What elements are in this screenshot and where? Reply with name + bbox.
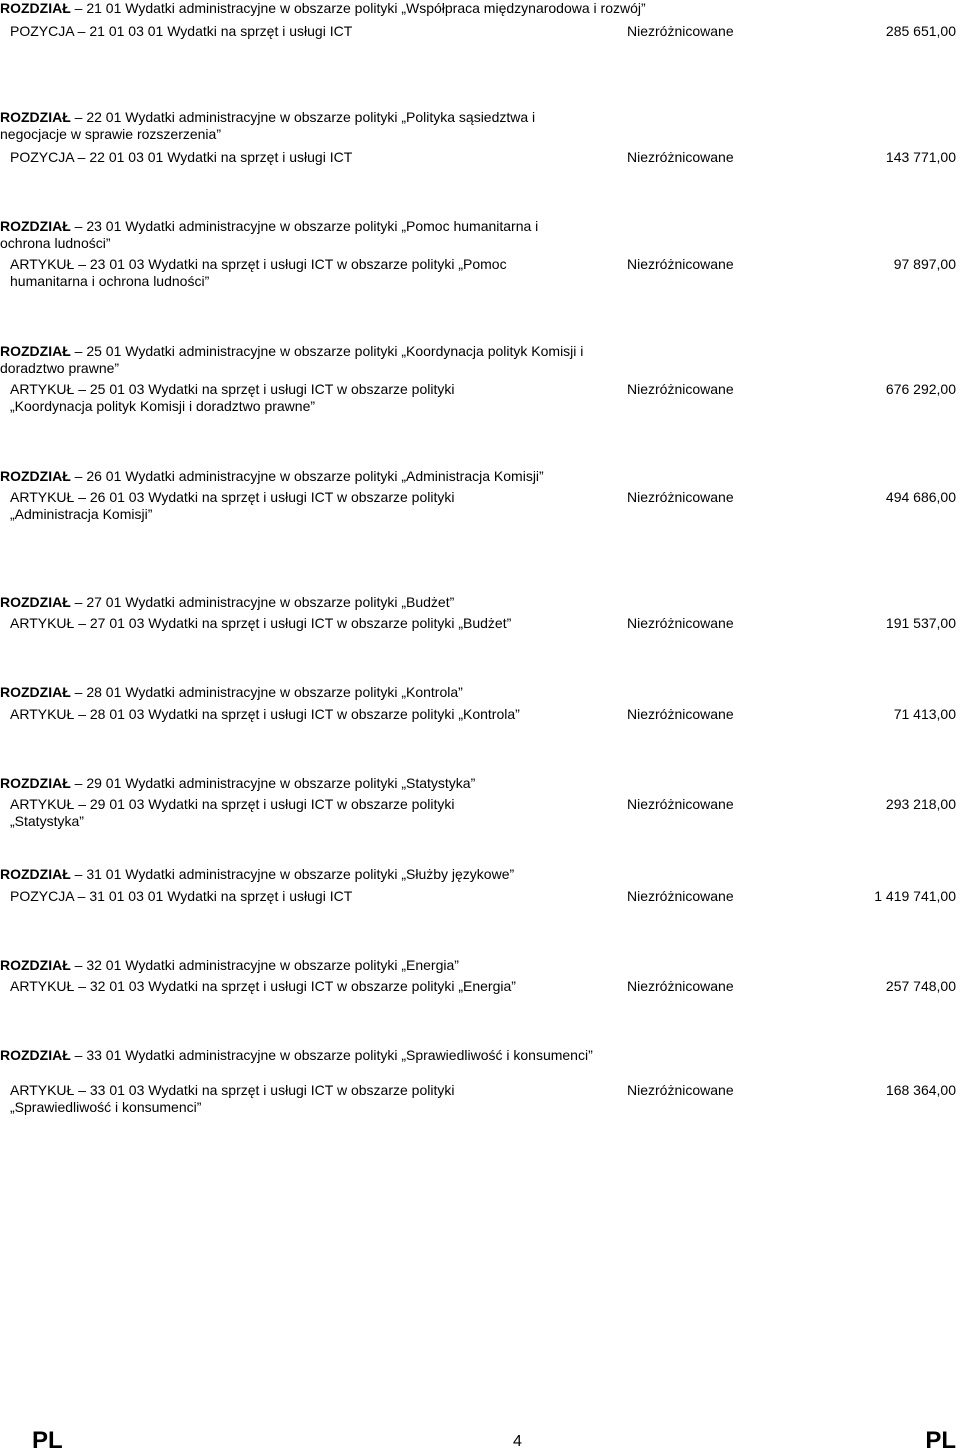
section-32-01 bbox=[0, 957, 960, 1018]
footer-language-left: PL bbox=[32, 1427, 63, 1454]
entry-description: ARTYKUŁ – 26 01 03 Wydatki na sprzęt i usługi ICT w obszarze polityki „Administracja Komisji” bbox=[10, 489, 455, 522]
entry-amount: 293 218,00 bbox=[885, 796, 956, 812]
chapter-label: ROZDZIAŁ bbox=[0, 343, 71, 359]
entry-description: ARTYKUŁ – 23 01 03 Wydatki na sprzęt i usługi ICT w obszarze polityki „Pomoc humanitarna i ochrona ludności” bbox=[10, 256, 507, 289]
chapter-title: – 29 01 Wydatki administracyjne w obszarze polityki „Statystyka” bbox=[70, 775, 476, 791]
budget-entry bbox=[0, 256, 960, 296]
chapter-header bbox=[0, 109, 590, 143]
entry-type: Niezróżnicowane bbox=[627, 888, 734, 904]
budget-entry bbox=[0, 888, 960, 928]
chapter-header bbox=[0, 218, 590, 252]
section-21-01 bbox=[0, 0, 960, 63]
page-number: 4 bbox=[513, 1433, 522, 1450]
section-29-01 bbox=[0, 775, 960, 836]
section-25-01 bbox=[0, 343, 960, 421]
entry-amount: 494 686,00 bbox=[885, 489, 956, 505]
chapter-title: – 25 01 Wydatki administracyjne w obszarze polityki „Koordynacja polityk Komisji i doradztwo prawne” bbox=[0, 343, 584, 376]
chapter-title: – 21 01 Wydatki administracyjne w obszarze polityki „Współpraca międzynarodowa i rozwój” bbox=[70, 0, 646, 16]
footer-language-right: PL bbox=[925, 1427, 956, 1454]
entry-description: ARTYKUŁ – 29 01 03 Wydatki na sprzęt i usługi ICT w obszarze polityki „Statystyka” bbox=[10, 796, 455, 829]
chapter-label: ROZDZIAŁ bbox=[0, 866, 71, 882]
chapter-header bbox=[0, 0, 650, 17]
budget-entry bbox=[0, 381, 960, 421]
section-26-01 bbox=[0, 468, 960, 529]
chapter-label: ROZDZIAŁ bbox=[0, 594, 71, 610]
entry-description: POZYCJA – 31 01 03 01 Wydatki na sprzęt i usługi ICT bbox=[10, 888, 353, 904]
chapter-label: ROZDZIAŁ bbox=[0, 218, 71, 234]
entry-description: ARTYKUŁ – 33 01 03 Wydatki na sprzęt i usługi ICT w obszarze polityki „Sprawiedliwość i konsumenci” bbox=[10, 1082, 455, 1115]
chapter-title: – 28 01 Wydatki administracyjne w obszarze polityki „Kontrola” bbox=[70, 684, 463, 700]
budget-entry bbox=[0, 706, 960, 746]
chapter-label: ROZDZIAŁ bbox=[0, 468, 71, 484]
chapter-header bbox=[0, 957, 650, 974]
entry-description: ARTYKUŁ – 28 01 03 Wydatki na sprzęt i usługi ICT w obszarze polityki „Kontrola” bbox=[10, 706, 520, 722]
budget-entry bbox=[0, 23, 960, 63]
budget-entry bbox=[0, 489, 960, 529]
budget-entry bbox=[0, 978, 960, 1018]
chapter-label: ROZDZIAŁ bbox=[0, 109, 71, 125]
chapter-header bbox=[0, 594, 650, 611]
chapter-label: ROZDZIAŁ bbox=[0, 775, 71, 791]
chapter-header bbox=[0, 866, 650, 883]
section-33-01 bbox=[0, 1047, 960, 1122]
entry-description: POZYCJA – 22 01 03 01 Wydatki na sprzęt i usługi ICT bbox=[10, 149, 353, 165]
entry-description: ARTYKUŁ – 27 01 03 Wydatki na sprzęt i usługi ICT w obszarze polityki „Budżet” bbox=[10, 615, 512, 631]
chapter-title: – 31 01 Wydatki administracyjne w obszarze polityki „Służby językowe” bbox=[70, 866, 515, 882]
entry-type: Niezróżnicowane bbox=[627, 23, 734, 39]
entry-amount: 143 771,00 bbox=[885, 149, 956, 165]
entry-amount: 71 413,00 bbox=[893, 706, 956, 722]
chapter-label: ROZDZIAŁ bbox=[0, 957, 71, 973]
entry-type: Niezróżnicowane bbox=[627, 149, 734, 165]
entry-amount: 257 748,00 bbox=[885, 978, 956, 994]
section-27-01 bbox=[0, 594, 960, 655]
chapter-label: ROZDZIAŁ bbox=[0, 684, 71, 700]
entry-type: Niezróżnicowane bbox=[627, 978, 734, 994]
entry-type: Niezróżnicowane bbox=[627, 256, 734, 272]
entry-type: Niezróżnicowane bbox=[627, 796, 734, 812]
budget-entry bbox=[0, 149, 960, 189]
entry-amount: 1 419 741,00 bbox=[874, 888, 956, 904]
budget-entry bbox=[0, 796, 960, 836]
section-28-01 bbox=[0, 684, 960, 746]
entry-description: ARTYKUŁ – 32 01 03 Wydatki na sprzęt i usługi ICT w obszarze polityki „Energia” bbox=[10, 978, 516, 994]
entry-amount: 285 651,00 bbox=[885, 23, 956, 39]
entry-type: Niezróżnicowane bbox=[627, 1082, 734, 1098]
chapter-title: – 33 01 Wydatki administracyjne w obszarze polityki „Sprawiedliwość i konsumenci” bbox=[70, 1047, 593, 1063]
section-23-01 bbox=[0, 218, 960, 296]
section-31-01 bbox=[0, 866, 960, 928]
budget-entry bbox=[0, 1082, 960, 1122]
chapter-label: ROZDZIAŁ bbox=[0, 0, 71, 16]
entry-type: Niezróżnicowane bbox=[627, 381, 734, 397]
entry-amount: 97 897,00 bbox=[893, 256, 956, 272]
entry-description: ARTYKUŁ – 25 01 03 Wydatki na sprzęt i usługi ICT w obszarze polityki „Koordynacja polityk Komisji i doradztwo prawne” bbox=[10, 381, 455, 414]
budget-entry bbox=[0, 615, 960, 655]
entry-type: Niezróżnicowane bbox=[627, 489, 734, 505]
section-22-01 bbox=[0, 109, 960, 189]
entry-description: POZYCJA – 21 01 03 01 Wydatki na sprzęt i usługi ICT bbox=[10, 23, 353, 39]
chapter-header bbox=[0, 468, 545, 485]
chapter-title: – 23 01 Wydatki administracyjne w obszarze polityki „Pomoc humanitarna i ochrona ludności” bbox=[0, 218, 539, 251]
entry-amount: 191 537,00 bbox=[885, 615, 956, 631]
chapter-label: ROZDZIAŁ bbox=[0, 1047, 71, 1063]
entry-amount: 676 292,00 bbox=[885, 381, 956, 397]
chapter-title: – 22 01 Wydatki administracyjne w obszarze polityki „Polityka sąsiedztwa i negocjacje w sprawie rozszerzenia” bbox=[0, 109, 536, 142]
entry-type: Niezróżnicowane bbox=[627, 706, 734, 722]
chapter-header bbox=[0, 1047, 700, 1064]
chapter-header bbox=[0, 343, 640, 377]
entry-amount: 168 364,00 bbox=[885, 1082, 956, 1098]
chapter-title: – 32 01 Wydatki administracyjne w obszarze polityki „Energia” bbox=[70, 957, 459, 973]
chapter-header bbox=[0, 684, 650, 701]
entry-type: Niezróżnicowane bbox=[627, 615, 734, 631]
chapter-title: – 27 01 Wydatki administracyjne w obszarze polityki „Budżet” bbox=[70, 594, 455, 610]
chapter-title: – 26 01 Wydatki administracyjne w obszarze polityki „Administracja Komisji” bbox=[70, 468, 544, 484]
chapter-header bbox=[0, 775, 650, 792]
